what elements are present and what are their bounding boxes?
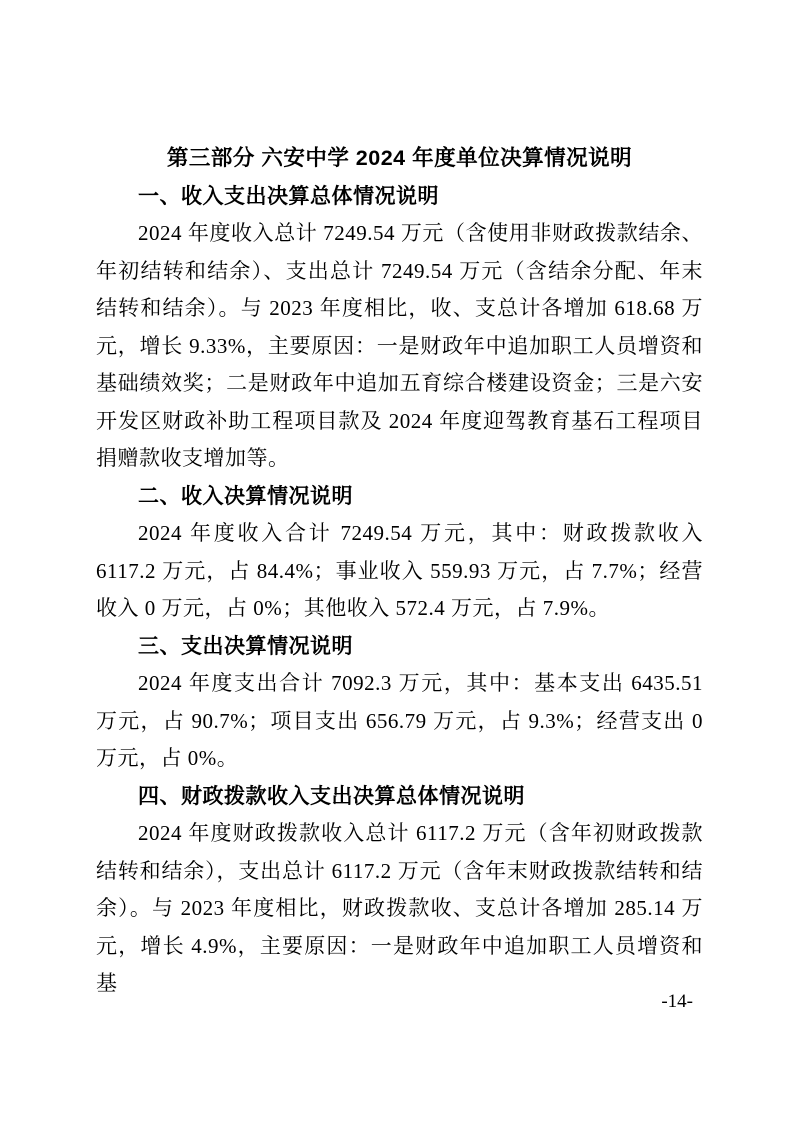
section-3-paragraph: 2024 年度支出合计 7092.3 万元，其中：基本支出 6435.51 万元，占 90.7%；项目支出 656.79 万元，占 9.3%；经营支出 0 万元，占 0%。 <box>96 671 703 770</box>
section-1-paragraph: 2024 年度收入总计 7249.54 万元（含使用非财政拨款结余、年初结转和结余）、支出总计 7249.54 万元（含结余分配、年末结转和结余）。与 2023 年度相比，收、支总计各增加 618.68 万元，增长 9.33%，主要原因：一是财政年中追加职工人员增资和基础绩效奖；二是财政年中追加五育综合楼建设资金；三是六安开发区财政补助工程项目款及 2024 年度迎驾教育基石工程项目捐赠款收支增加等。 <box>96 221 703 470</box>
section-1-heading: 一、收入支出决算总体情况说明 <box>138 184 439 208</box>
section-3-heading: 三、支出决算情况说明 <box>138 634 353 658</box>
section-2-heading: 二、收入决算情况说明 <box>138 484 353 508</box>
section-4-paragraph: 2024 年度财政拨款收入总计 6117.2 万元（含年初财政拨款结转和结余），支出总计 6117.2 万元（含年末财政拨款结转和结余）。与 2023 年度相比，财政拨款收、支总计各增加 285.14 万元，增长 4.9%，主要原因：一是财政年中追加职工人员增资和基 <box>96 821 703 995</box>
section-4-heading: 四、财政拨款收入支出决算总体情况说明 <box>138 784 525 808</box>
section-income-budget <box>96 478 703 628</box>
section-2-paragraph: 2024 年度收入合计 7249.54 万元，其中：财政拨款收入 6117.2 万元，占 84.4%；事业收入 559.93 万元，占 7.7%；经营收入 0 万元，占 0%；其他收入 572.4 万元，占 7.9%。 <box>96 521 703 620</box>
document-title: 第三部分 六安中学 2024 年度单位决算情况说明 <box>166 146 633 170</box>
page-number: -14- <box>661 991 693 1012</box>
section-overall-budget <box>96 178 703 478</box>
section-expenditure-budget <box>96 628 703 778</box>
section-fiscal-appropriation <box>96 778 703 1003</box>
